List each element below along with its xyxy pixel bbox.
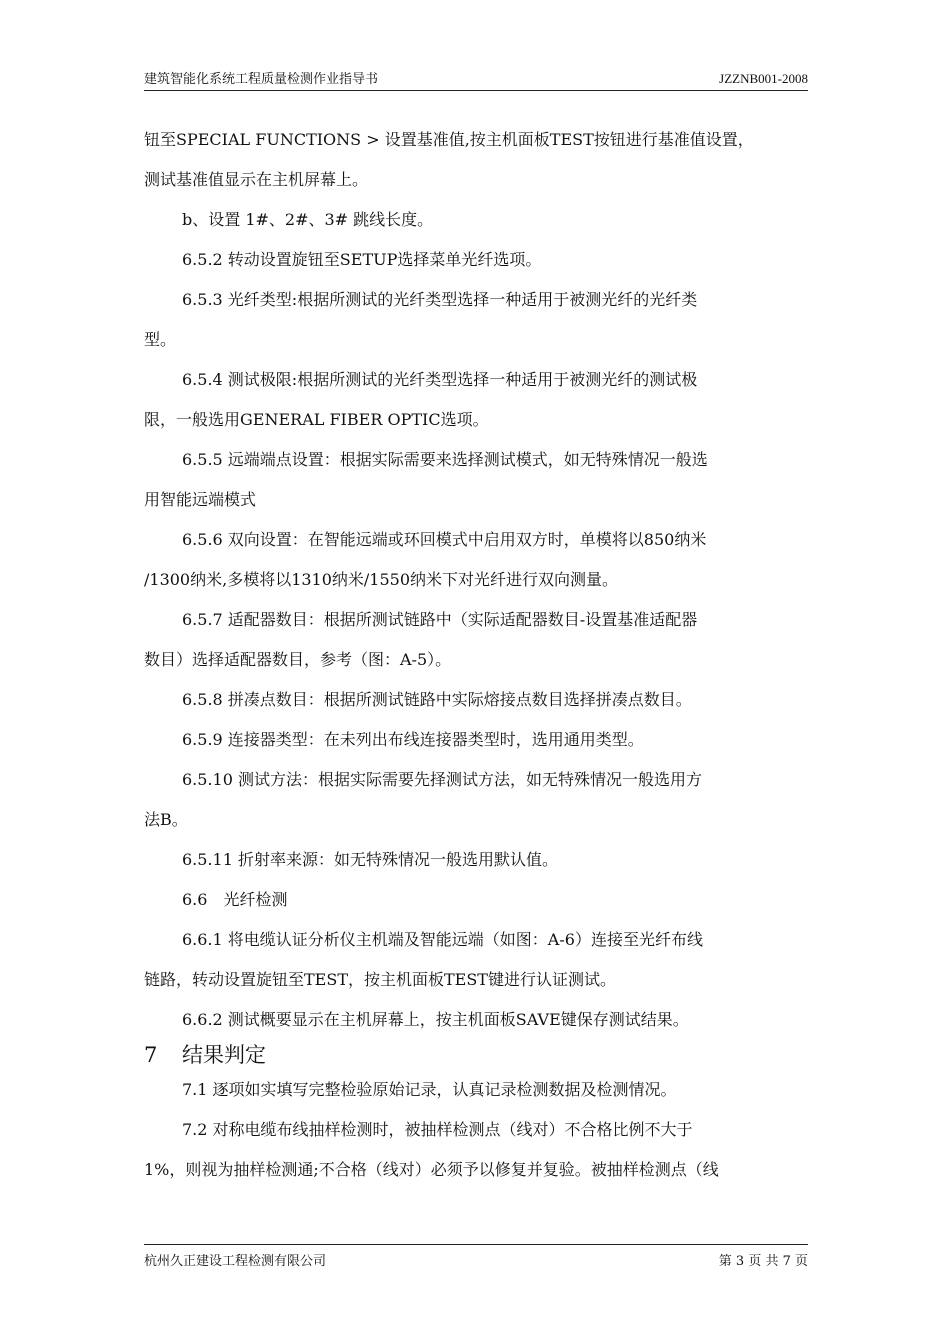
paragraph-line: 用智能远端模式 <box>144 490 257 509</box>
paragraph-line: 6.6.1 将电缆认证分析仪主机端及智能远端（如图：A-6）连接至光纤布线 <box>182 930 703 949</box>
document-number: JZZNB001-2008 <box>719 71 808 86</box>
paragraph-line: 钮至SPECIAL FUNCTIONS > 设置基准值,按主机面板TEST按钮进行基准值设置， <box>144 130 754 149</box>
paragraph-line: 链路，转动设置旋钮至TEST，按主机面板TEST键进行认证测试。 <box>144 970 616 989</box>
paragraph: 7.1 逐项如实填写完整检验原始记录，认真记录检测数据及检测情况。 <box>182 1080 677 1099</box>
page-header <box>144 70 808 91</box>
section-title: 结果判定 <box>182 1043 266 1067</box>
paragraph-line: 1%，则视为抽样检测通;不合格（线对）必须予以修复并复验。被抽样检测点（线 <box>144 1160 719 1179</box>
page-number: 第 3 页 共 7 页 <box>718 1254 808 1269</box>
paragraph-line: 6.5.5 远端端点设置：根据实际需要来选择测试模式，如无特殊情况一般选 <box>182 450 708 469</box>
paragraph: 6.5.9 连接器类型：在未列出布线连接器类型时，选用通用类型。 <box>182 730 644 749</box>
paragraph: 6.6.2 测试概要显示在主机屏幕上，按主机面板SAVE键保存测试结果。 <box>182 1010 689 1029</box>
paragraph-line: 数目）选择适配器数目，参考（图：A-5）。 <box>144 650 452 669</box>
paragraph-line: 6.5.3 光纤类型:根据所测试的光纤类型选择一种适用于被测光纤的光纤类 <box>182 290 698 309</box>
paragraph-line: 限，一般选用GENERAL FIBER OPTIC选项。 <box>144 410 489 429</box>
paragraph: 6.5.2 转动设置旋钮至SETUP选择菜单光纤选项。 <box>182 250 542 269</box>
document-body <box>144 120 808 1190</box>
paragraph-line: 测试基准值显示在主机屏幕上。 <box>144 170 369 189</box>
paragraph-line: 法B。 <box>144 810 188 829</box>
paragraph: b、设置 1#、2#、3# 跳线长度。 <box>182 210 434 229</box>
paragraph-line: 6.5.7 适配器数目：根据所测试链路中（实际适配器数目-设置基准适配器 <box>182 610 698 629</box>
section-number: 7 <box>144 1043 158 1067</box>
paragraph-line: 6.5.6 双向设置：在智能远端或环回模式中启用双方时，单模将以850纳米 <box>182 530 707 549</box>
paragraph-line: 6.5.10 测试方法：根据实际需要先择测试方法，如无特殊情况一般选用方 <box>182 770 702 789</box>
paragraph-line: /1300纳米,多模将以1310纳米/1550纳米下对光纤进行双向测量。 <box>144 570 619 589</box>
company-name: 杭州久正建设工程检测有限公司 <box>144 1254 327 1269</box>
page-footer <box>144 1244 808 1269</box>
paragraph-line: 6.5.4 测试极限:根据所测试的光纤类型选择一种适用于被测光纤的测试极 <box>182 370 698 389</box>
paragraph-line: 型。 <box>144 330 177 349</box>
subsection-heading: 6.6 光纤检测 <box>182 890 288 909</box>
document-title: 建筑智能化系统工程质量检测作业指导书 <box>144 72 379 87</box>
section-heading <box>144 1040 808 1070</box>
paragraph: 6.5.8 拼凑点数目：根据所测试链路中实际熔接点数目选择拼凑点数目。 <box>182 690 692 709</box>
paragraph-line: 7.2 对称电缆布线抽样检测时，被抽样检测点（线对）不合格比例不大于 <box>182 1120 693 1139</box>
paragraph: 6.5.11 折射率来源：如无特殊情况一般选用默认值。 <box>182 850 558 869</box>
